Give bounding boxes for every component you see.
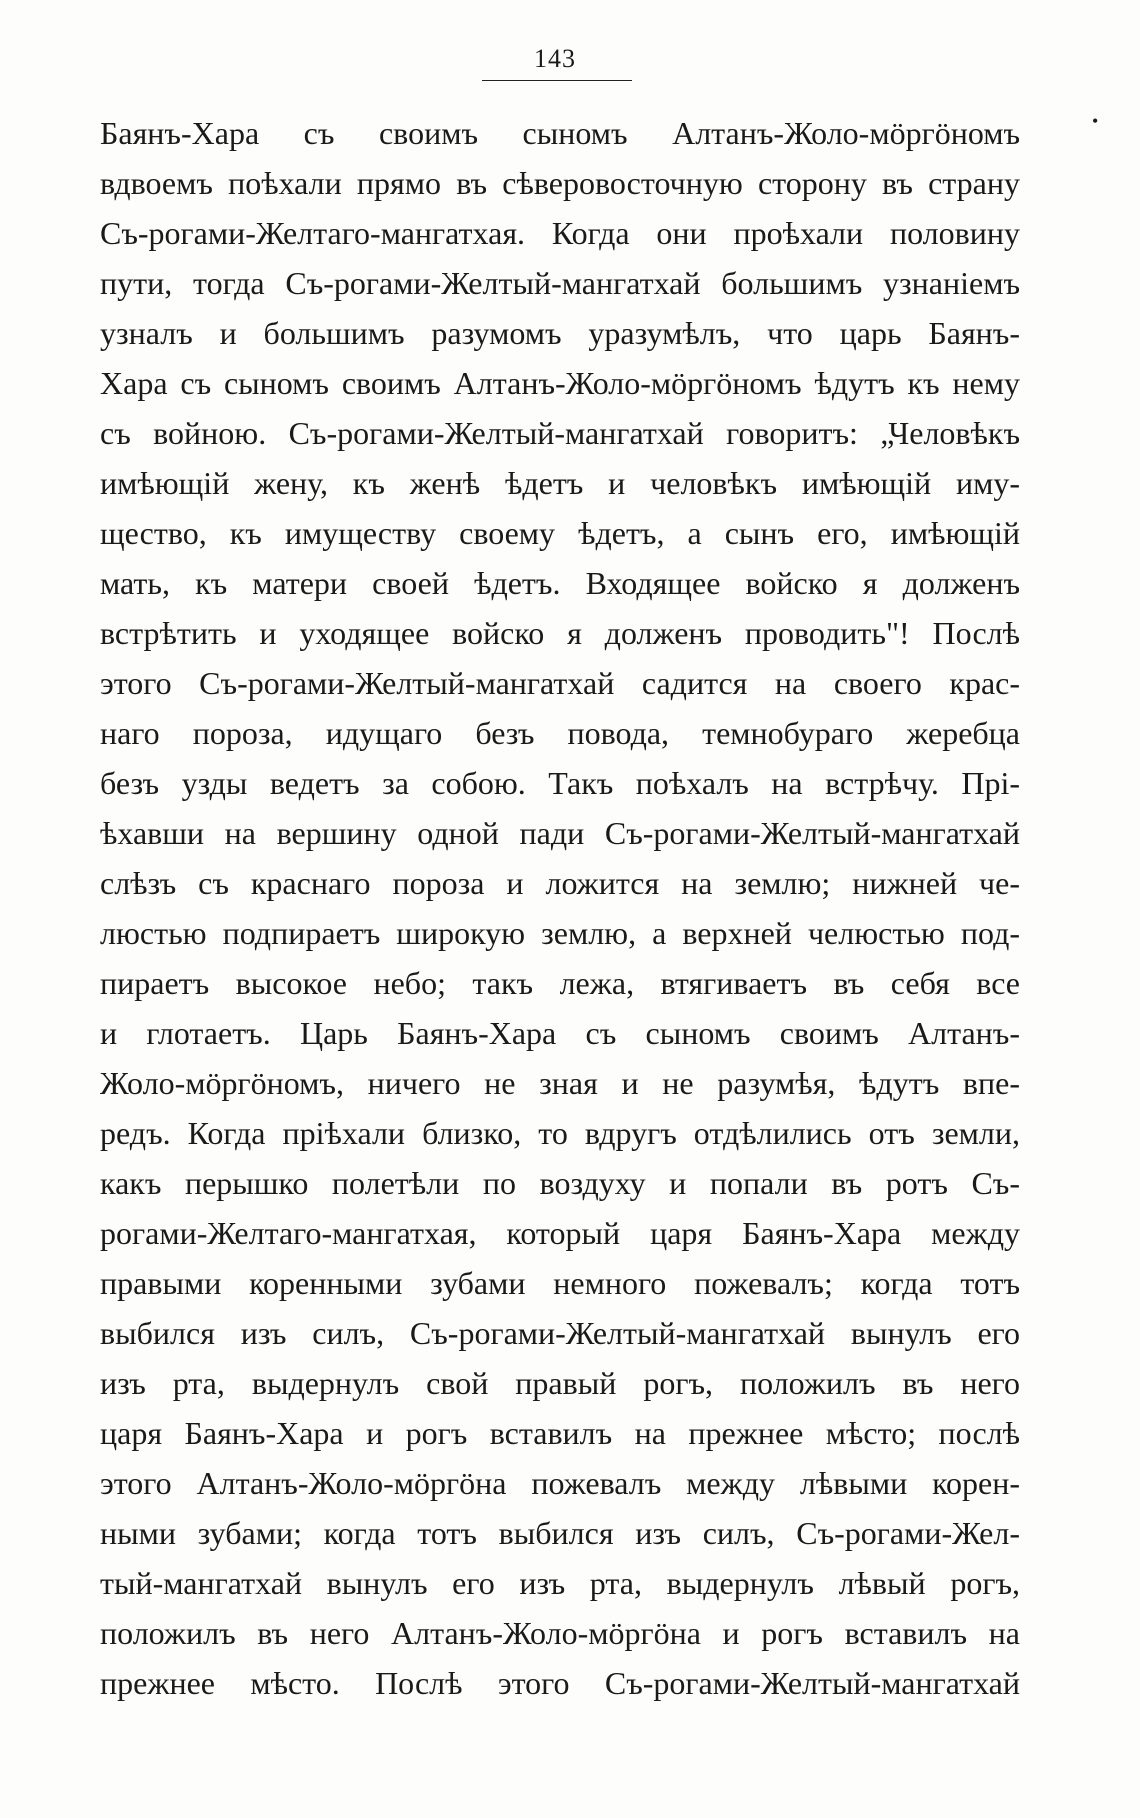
text-line: положилъ въ него Алтанъ-Жоло-мöргöна и рогъ вставилъ на [100,1615,1020,1651]
text-line: вдвоемъ поѣхали прямо въ сѣверовосточную сторону въ страну [100,165,1020,201]
text-line: правыми коренными зубами немного пожевалъ; когда тотъ [100,1265,1020,1301]
text-line: слѣзъ съ краснаго пороза и ложится на землю; нижней че- [100,865,1020,901]
text-line: прежнее мѣсто. Послѣ этого Съ-рогами-Желтый-мангатхай [100,1665,1020,1701]
text-line: тый-мангатхай вынулъ его изъ рта, выдернулъ лѣвый рогъ, [100,1565,1020,1601]
text-line: Хара съ сыномъ своимъ Алтанъ-Жоло-мöргöномъ ѣдутъ къ нему [100,365,1020,401]
text-line: съ войною. Съ-рогами-Желтый-мангатхай говоритъ: „Человѣкъ [100,415,1020,451]
text-line: пираетъ высокое небо; такъ лежа, втягиваетъ въ себя все [100,965,1020,1001]
text-line: имѣющій жену, къ женѣ ѣдетъ и человѣкъ имѣющій иму- [100,465,1020,501]
text-line: встрѣтить и уходящее войско я долженъ проводить"! Послѣ [100,615,1020,651]
text-line: рогами-Желтаго-мангатхая, который царя Баянъ-Хара между [100,1215,1020,1251]
text-line: безъ узды ведетъ за собою. Такъ поѣхалъ на встрѣчу. Прі- [100,765,1020,801]
body-text [100,108,1020,1708]
text-line: пути, тогда Съ-рогами-Желтый-мангатхай большимъ узнаніемъ [100,265,1020,301]
text-line: какъ перышко полетѣли по воздуху и попали въ ротъ Съ- [100,1165,1020,1201]
text-line: Съ-рогами-Желтаго-мангатхая. Когда они проѣхали половину [100,215,1020,251]
text-line: узналъ и большимъ разумомъ уразумѣлъ, что царь Баянъ- [100,315,1020,351]
stray-ink-mark: • [1092,111,1099,131]
text-line: царя Баянъ-Хара и рогъ вставилъ на прежнее мѣсто; послѣ [100,1415,1020,1451]
text-line: щество, къ имуществу своему ѣдетъ, а сынъ его, имѣющій [100,515,1020,551]
text-line: редъ. Когда пріѣхали близко, то вдругъ отдѣлились отъ земли, [100,1115,1020,1151]
header-rule [482,80,632,81]
text-line: Баянъ-Хара съ своимъ сыномъ Алтанъ-Жоло-мöргöномъ [100,115,1020,151]
text-line: ными зубами; когда тотъ выбился изъ силъ, Съ-рогами-Жел- [100,1515,1020,1551]
text-line: этого Алтанъ-Жоло-мöргöна пожевалъ между лѣвыми корен- [100,1465,1020,1501]
text-line: и глотаетъ. Царь Баянъ-Хара съ сыномъ своимъ Алтанъ- [100,1015,1020,1051]
page-number: 143 [534,44,576,73]
text-line: изъ рта, выдернулъ свой правый рогъ, положилъ въ него [100,1365,1020,1401]
text-line: люстью подпираетъ широкую землю, а верхней челюстью под- [100,915,1020,951]
text-line: мать, къ матери своей ѣдетъ. Входящее войско я долженъ [100,565,1020,601]
text-line: Жоло-мöргöномъ, ничего не зная и не разумѣя, ѣдутъ впе- [100,1065,1020,1101]
text-line: этого Съ-рогами-Желтый-мангатхай садится на своего крас- [100,665,1020,701]
text-line: наго пороза, идущаго безъ повода, темнобураго жеребца [100,715,1020,751]
text-line: выбился изъ силъ, Съ-рогами-Желтый-мангатхай вынулъ его [100,1315,1020,1351]
text-line: ѣхавши на вершину одной пади Съ-рогами-Желтый-мангатхай [100,815,1020,851]
